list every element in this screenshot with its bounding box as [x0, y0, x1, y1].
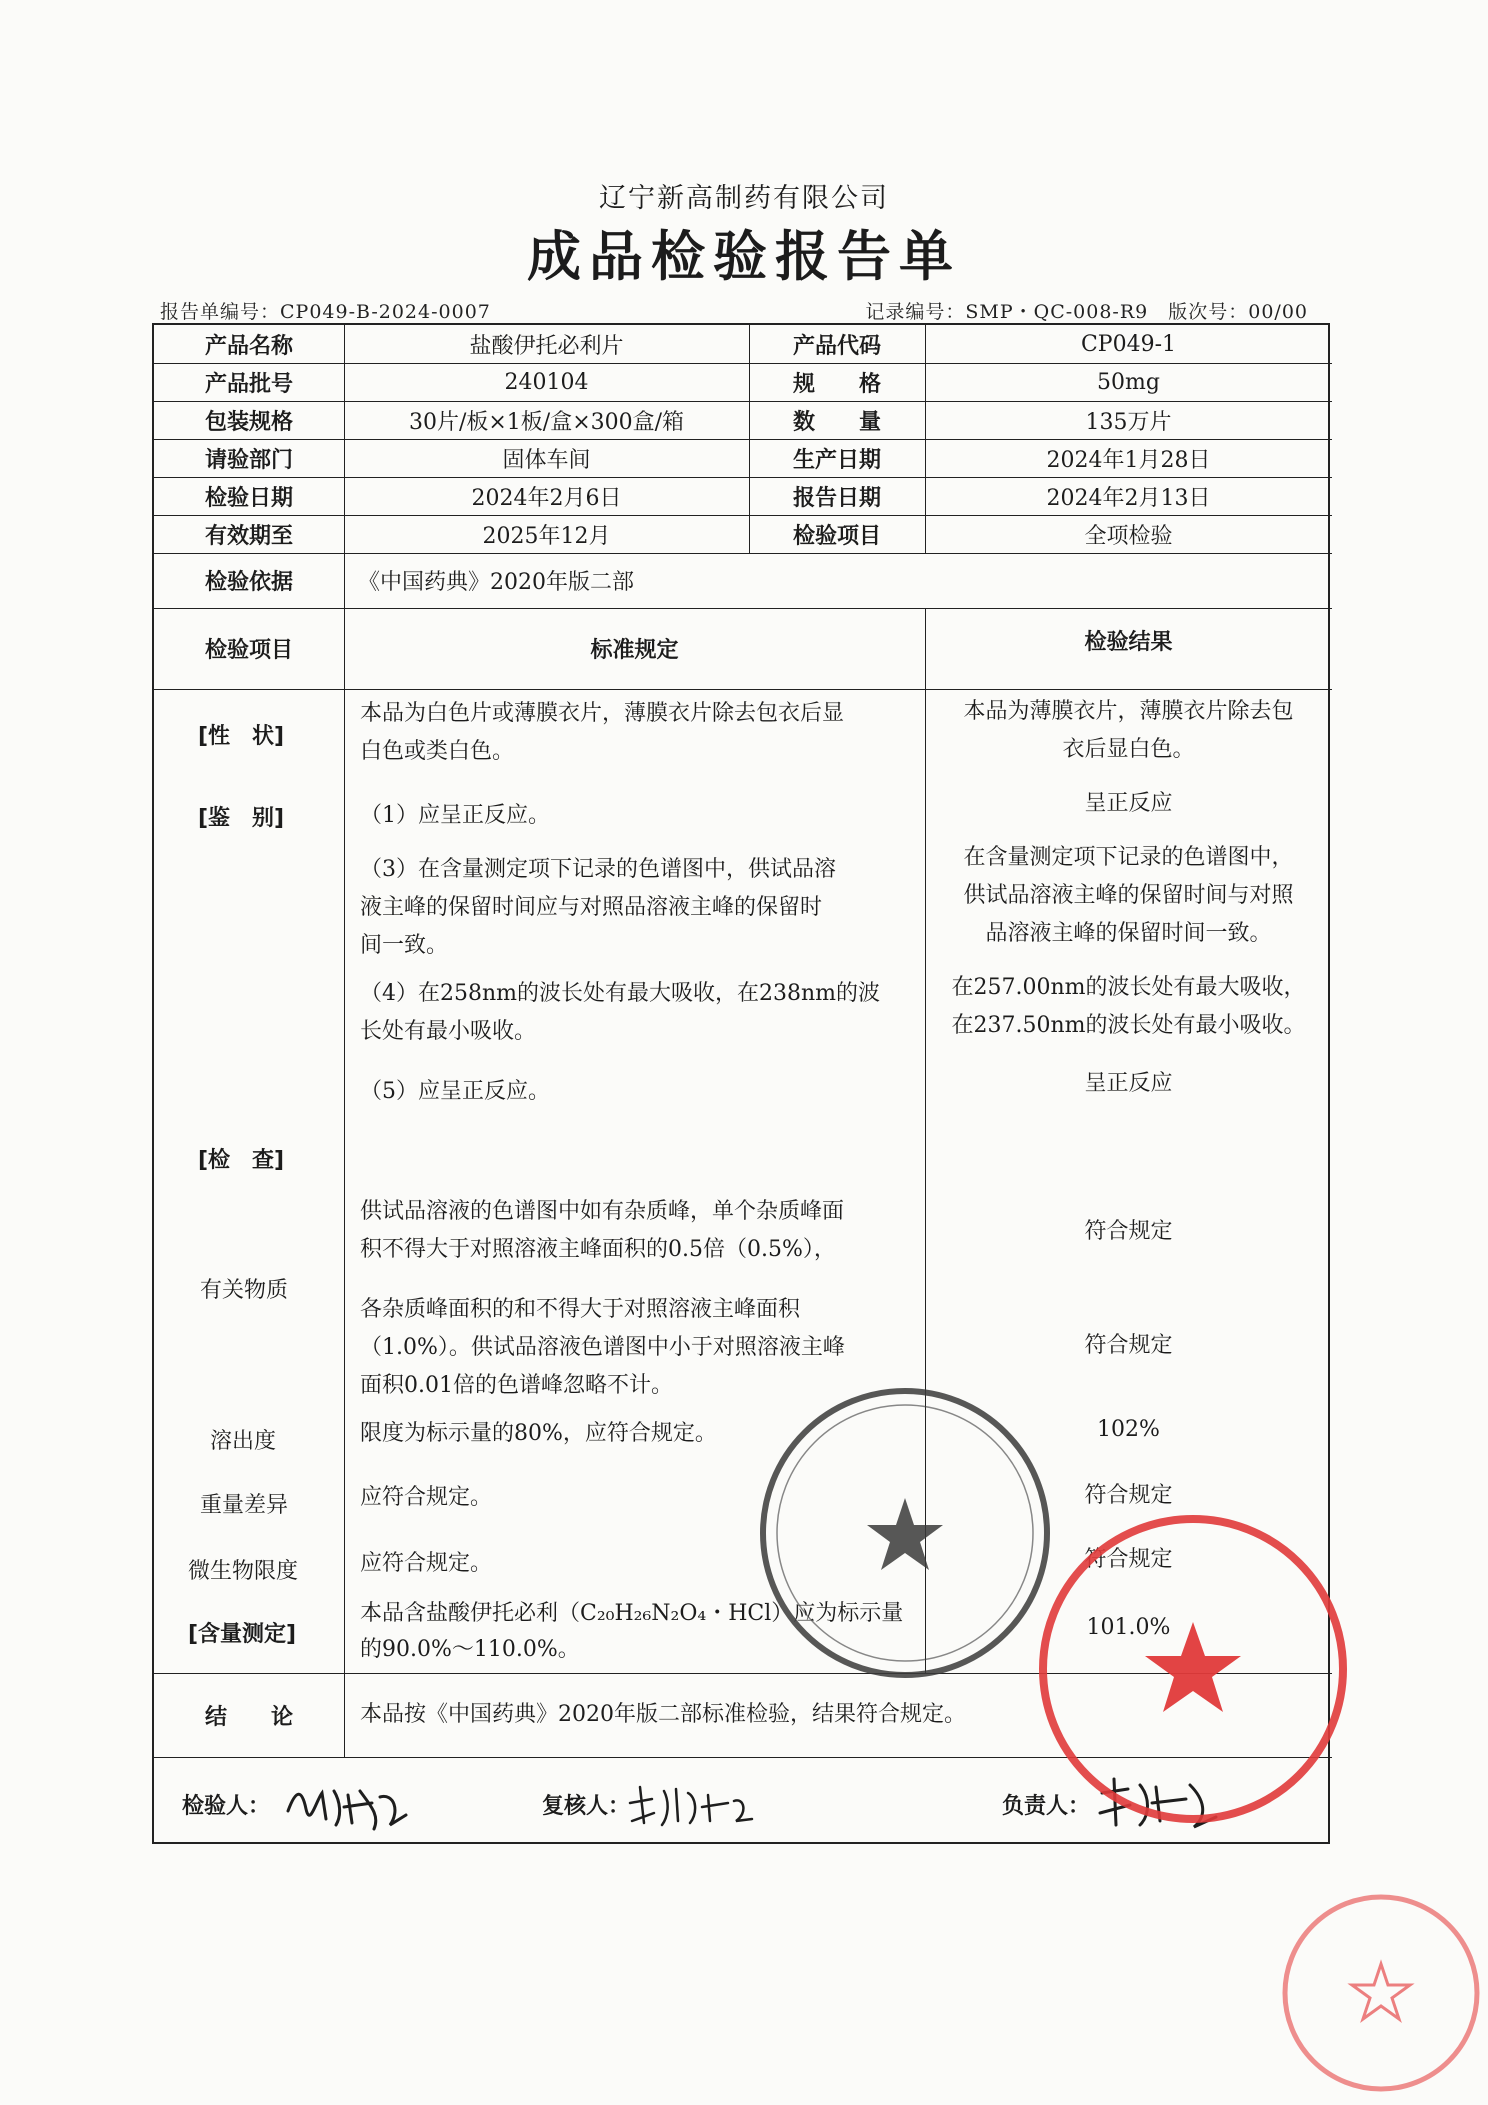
col-item-header: 检验项目: [204, 638, 293, 663]
batch-number: 240104: [504, 369, 589, 395]
expiry-value: 2025年12月: [482, 523, 611, 549]
col-standard-header: 标准规定: [590, 638, 679, 663]
appearance-label: [性 状]: [198, 724, 285, 749]
distributor-quality-stamp: [1034, 1510, 1352, 1828]
expiry-label: 有效期至: [204, 523, 293, 549]
product-code: CP049-1: [1080, 331, 1177, 357]
check-label: [检 查]: [198, 1148, 285, 1173]
product-code-label: 产品代码: [792, 333, 881, 359]
assay-std-line2: 的90.0%～110.0%。: [360, 1637, 580, 1662]
quantity-value: 135万片: [1085, 409, 1172, 435]
dept-value: 固体车间: [502, 447, 591, 473]
appearance-std-line2: 白色或类白色。: [360, 739, 515, 764]
test-items-label: 检验项目: [792, 523, 881, 549]
ident5-std: （5）应呈正反应。: [360, 1079, 550, 1104]
related-res-2: 符合规定: [1084, 1333, 1173, 1358]
ident3-std-line2: 液主峰的保留时间应与对照品溶液主峰的保留时: [360, 895, 823, 920]
package-label: 包装规格: [204, 409, 293, 435]
distributor-qc-stamp: [1278, 1890, 1484, 2096]
prod-date-value: 2024年1月28日: [1046, 447, 1211, 473]
ident1-res: 呈正反应: [1084, 791, 1173, 816]
inspector-label: 检验人：: [182, 1794, 271, 1819]
ident3-res-line2: 供试品溶液主峰的保留时间与对照: [963, 883, 1294, 908]
weight-variation-label: 重量差异: [200, 1493, 289, 1518]
col-result-header: 检验结果: [1084, 630, 1173, 655]
report-date-label: 报告日期: [792, 485, 881, 511]
micro-std: 应符合规定。: [360, 1551, 493, 1576]
appearance-std-line1: 本品为白色片或薄膜衣片，薄膜衣片除去包衣后显: [360, 701, 845, 726]
responsible-label: 负责人：: [1002, 1794, 1091, 1819]
ident5-res: 呈正反应: [1084, 1071, 1173, 1096]
assay-label: [含量测定]: [188, 1622, 297, 1647]
reviewer-label: 复核人：: [542, 1794, 631, 1819]
product-name-label: 产品名称: [204, 333, 293, 359]
weight-res: 符合规定: [1084, 1483, 1173, 1508]
dissolution-res: 102%: [1097, 1417, 1160, 1442]
ident1-std: （1）应呈正反应。: [360, 803, 550, 828]
basis-label: 检验依据: [204, 570, 293, 595]
company-quality-stamp: [752, 1380, 1058, 1686]
company-name: 辽宁新高制药有限公司: [599, 183, 889, 214]
assay-std-line1: 本品含盐酸伊托必利（C₂₀H₂₆N₂O₄・HCl）应为标示量: [360, 1601, 904, 1626]
ident3-res-line3: 品溶液主峰的保留时间一致。: [985, 921, 1272, 946]
report-number: 报告单编号：CP049-B-2024-0007: [160, 301, 491, 323]
package-value: 30片/板×1板/盒×300盒/箱: [408, 409, 685, 435]
inspector-signature: [282, 1771, 422, 1837]
appearance-res-line2: 衣后显白色。: [1062, 737, 1195, 762]
ident4-std-line2: 长处有最小吸收。: [360, 1019, 537, 1044]
dissolution-std: 限度为标示量的80%，应符合规定。: [360, 1421, 717, 1446]
dissolution-label: 溶出度: [210, 1429, 277, 1454]
conclusion-label: 结 论: [204, 1704, 293, 1730]
weight-std: 应符合规定。: [360, 1485, 493, 1510]
spec-value: 50mg: [1097, 369, 1160, 395]
related-std-line1: 供试品溶液的色谱图中如有杂质峰，单个杂质峰面: [360, 1199, 845, 1224]
identification-label: [鉴 别]: [198, 806, 285, 831]
conclusion-text: 本品按《中国药典》2020年版二部标准检验，结果符合规定。: [360, 1702, 966, 1727]
related-res-1: 符合规定: [1084, 1219, 1173, 1244]
prod-date-label: 生产日期: [792, 447, 881, 473]
ident4-res-line2: 在237.50nm的波长处有最小吸收。: [951, 1013, 1306, 1038]
record-number: 记录编号：SMP・QC-008-R9 版次号：00/00: [865, 301, 1308, 323]
batch-label: 产品批号: [204, 371, 293, 397]
product-name: 盐酸伊托必利片: [469, 333, 624, 359]
report-date-value: 2024年2月13日: [1046, 485, 1211, 511]
ident4-std-line1: （4）在258nm的波长处有最大吸收，在238nm的波: [360, 981, 881, 1006]
ident3-std-line1: （3）在含量测定项下记录的色谱图中，供试品溶: [360, 857, 836, 882]
related-std-line5: 面积0.01倍的色谱峰忽略不计。: [360, 1373, 673, 1398]
reviewer-signature: [624, 1773, 764, 1833]
related-substances-label: 有关物质: [200, 1278, 289, 1303]
micro-res: 符合规定: [1084, 1547, 1173, 1572]
related-std-line2: 积不得大于对照溶液主峰面积的0.5倍（0.5%），: [360, 1237, 836, 1262]
ident4-res-line1: 在257.00nm的波长处有最大吸收，: [951, 975, 1306, 1000]
related-std-line4: （1.0%）。供试品溶液色谱图中小于对照溶液主峰: [360, 1335, 845, 1360]
test-date-label: 检验日期: [204, 485, 293, 511]
test-date-value: 2024年2月6日: [471, 485, 622, 511]
basis-value: 《中国药典》2020年版二部: [358, 570, 634, 595]
microbial-limit-label: 微生物限度: [188, 1559, 299, 1584]
dept-label: 请验部门: [204, 447, 293, 473]
related-std-line3: 各杂质峰面积的和不得大于对照溶液主峰面积: [360, 1297, 801, 1322]
appearance-res-line1: 本品为薄膜衣片，薄膜衣片除去包: [963, 699, 1294, 724]
test-items-value: 全项检验: [1084, 523, 1173, 549]
page-title: 成品检验报告单: [527, 224, 961, 288]
ident3-res-line1: 在含量测定项下记录的色谱图中，: [963, 845, 1294, 870]
spec-label: 规 格: [792, 371, 881, 397]
ident3-std-line3: 间一致。: [360, 933, 449, 958]
quantity-label: 数 量: [792, 409, 881, 435]
assay-res: 101.0%: [1086, 1615, 1171, 1640]
